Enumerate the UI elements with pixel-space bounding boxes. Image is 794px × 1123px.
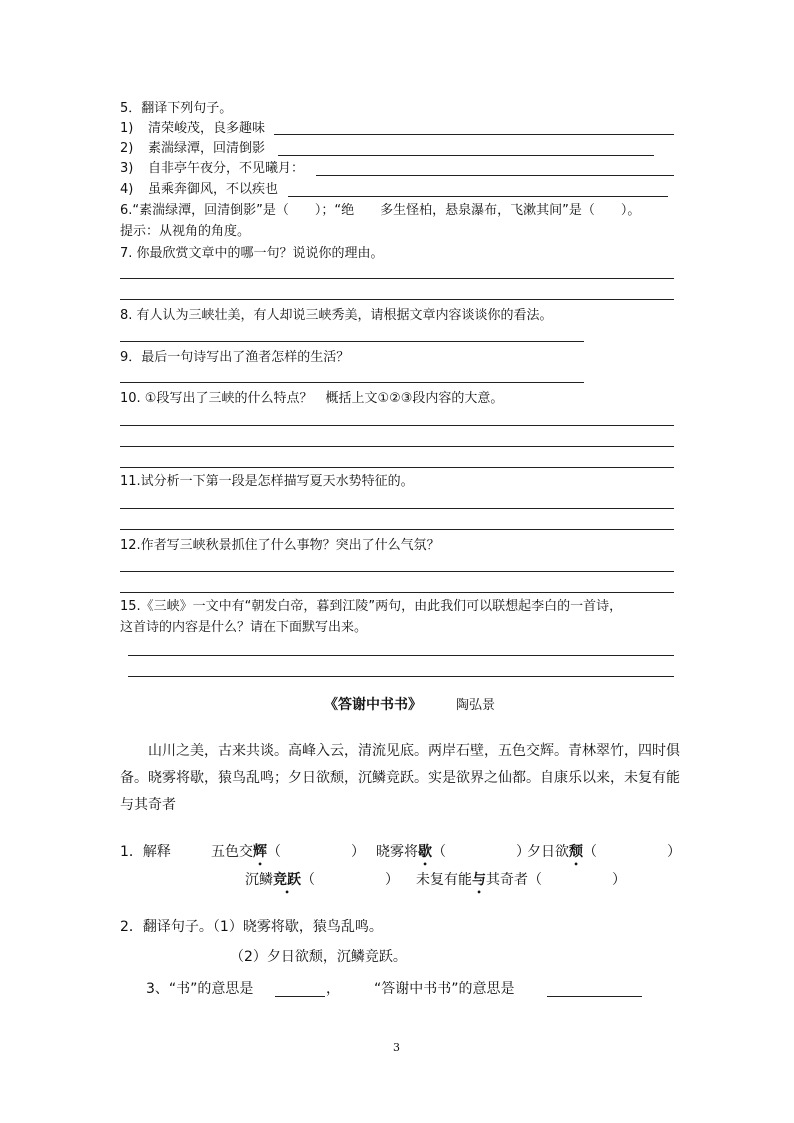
page-number: 3 <box>393 1041 400 1054</box>
answer-line[interactable] <box>274 134 674 135</box>
e3-comma: ， <box>326 981 340 997</box>
answer-line[interactable] <box>278 155 654 156</box>
answer-line[interactable] <box>120 299 674 300</box>
q9-question: 9．最后一句诗写出了渔者怎样的生活？ <box>120 350 350 365</box>
q5-item-3-text: 自非亭午夜分，不见曦月： <box>148 161 305 176</box>
e3-part-a: 3、“书”的意思是 <box>146 981 254 997</box>
q5-item-2-text: 素湍绿潭，回清倒影 <box>148 141 266 156</box>
answer-line[interactable] <box>120 446 674 447</box>
q5-item-3-num: 3) <box>120 161 134 176</box>
e1-item-2 <box>376 843 530 861</box>
answer-line[interactable] <box>120 508 674 509</box>
answer-line[interactable] <box>128 676 674 677</box>
e3-part-b: “答谢中书书”的意思是 <box>374 981 515 997</box>
answer-line[interactable] <box>288 196 668 197</box>
e1-item-text: 沉鳞 <box>245 872 273 888</box>
answer-line[interactable] <box>120 592 674 593</box>
answer-line[interactable] <box>120 382 584 383</box>
e2-line2: （2）夕日欲颓，沉鳞竞跃。 <box>230 949 407 965</box>
answer-blank[interactable]: （ ） <box>528 872 626 888</box>
e1-item-keyword: 与 <box>472 872 486 888</box>
answer-line[interactable] <box>120 425 674 426</box>
essay-title: 《答谢中书书》 <box>324 697 422 713</box>
answer-line[interactable] <box>120 467 674 468</box>
e1-item-3 <box>527 843 681 861</box>
q5-item-4-text: 虽乘奔御风，不以疾也 <box>148 182 279 197</box>
essay-paragraph-line1: 山川之美，古来共谈。高峰入云，清流见底。两岸石壁，五色交辉。青林翠竹，四时俱 <box>148 743 680 759</box>
essay-author: 陶弘景 <box>456 698 496 713</box>
essay-paragraph-line2: 备。晓雾将歇，猿鸟乱鸣；夕日欲颓，沉鳞竞跃。实是欲界之仙都。自康乐以来，未复有能 <box>120 770 680 786</box>
answer-line[interactable] <box>120 529 674 530</box>
q6-question: 6.“素湍绿潭，回清倒影”是（ ）；“绝 多生怪柏，悬泉瀑布，飞漱其间”是（ ）。 <box>120 203 641 218</box>
answer-line[interactable] <box>120 341 584 342</box>
e1-item-text: 其奇者 <box>486 872 528 888</box>
answer-blank[interactable]: （ ） <box>432 844 530 860</box>
e2-line1: 2．翻译句子。（1）晓雾将歇，猿鸟乱鸣。 <box>120 919 383 935</box>
answer-line[interactable] <box>547 996 642 997</box>
e1-item-keyword: 歇 <box>418 844 432 860</box>
e1-item-4 <box>245 871 399 889</box>
q5-item-4-num: 4) <box>120 182 134 197</box>
answer-line[interactable] <box>316 175 674 176</box>
e1-item-keyword: 竞跃 <box>273 872 301 888</box>
q8-question: 8. 有人认为三峡壮美，有人却说三峡秀美，请根据文章内容谈谈你的看法。 <box>120 308 553 323</box>
answer-line[interactable] <box>128 655 674 656</box>
essay-paragraph-line3: 与其奇者 <box>120 797 176 813</box>
q15-question-line2: 这首诗的内容是什么？请在下面默写出来。 <box>120 620 368 635</box>
q5-item-1-text: 清荣峻茂，良多趣味 <box>148 121 266 136</box>
q7-question: 7. 你最欣赏文章中的哪一句？说说你的理由。 <box>120 246 384 261</box>
e1-item-keyword: 辉 <box>253 844 267 860</box>
q10-question: 10. ①段写出了三峡的什么特点？ 概括上文①②③段内容的大意。 <box>120 391 504 406</box>
q6-hint: 提示：从视角的角度。 <box>120 224 251 239</box>
e1-item-text: 未复有能 <box>416 872 472 888</box>
answer-blank[interactable]: （ ） <box>583 844 681 860</box>
answer-line[interactable] <box>275 996 325 997</box>
q5-item-1-num: 1) <box>120 121 134 136</box>
answer-blank[interactable]: （ ） <box>267 844 365 860</box>
e1-item-5 <box>416 871 626 889</box>
e1-item-text: 晓雾将 <box>376 844 418 860</box>
q5-header: 5．翻译下列句子。 <box>120 101 233 116</box>
q15-question-line1: 15.《三峡》一文中有“朝发白帝，暮到江陵”两句，由此我们可以联想起李白的一首诗， <box>120 599 623 614</box>
e1-item-text: 夕日欲 <box>527 844 569 860</box>
q11-question: 11.试分析一下第一段是怎样描写夏天水势特征的。 <box>120 474 414 489</box>
e1-label: 1．解释 <box>120 844 171 860</box>
q12-question: 12.作者写三峡秋景抓住了什么事物？突出了什么气氛？ <box>120 538 440 553</box>
answer-blank[interactable]: （ ） <box>301 872 399 888</box>
q5-item-2-num: 2) <box>120 141 134 156</box>
answer-line[interactable] <box>120 571 674 572</box>
e1-item-keyword: 颓 <box>569 844 583 860</box>
e1-item-text: 五色交 <box>211 844 253 860</box>
e1-item-1 <box>211 843 365 861</box>
answer-line[interactable] <box>120 278 674 279</box>
